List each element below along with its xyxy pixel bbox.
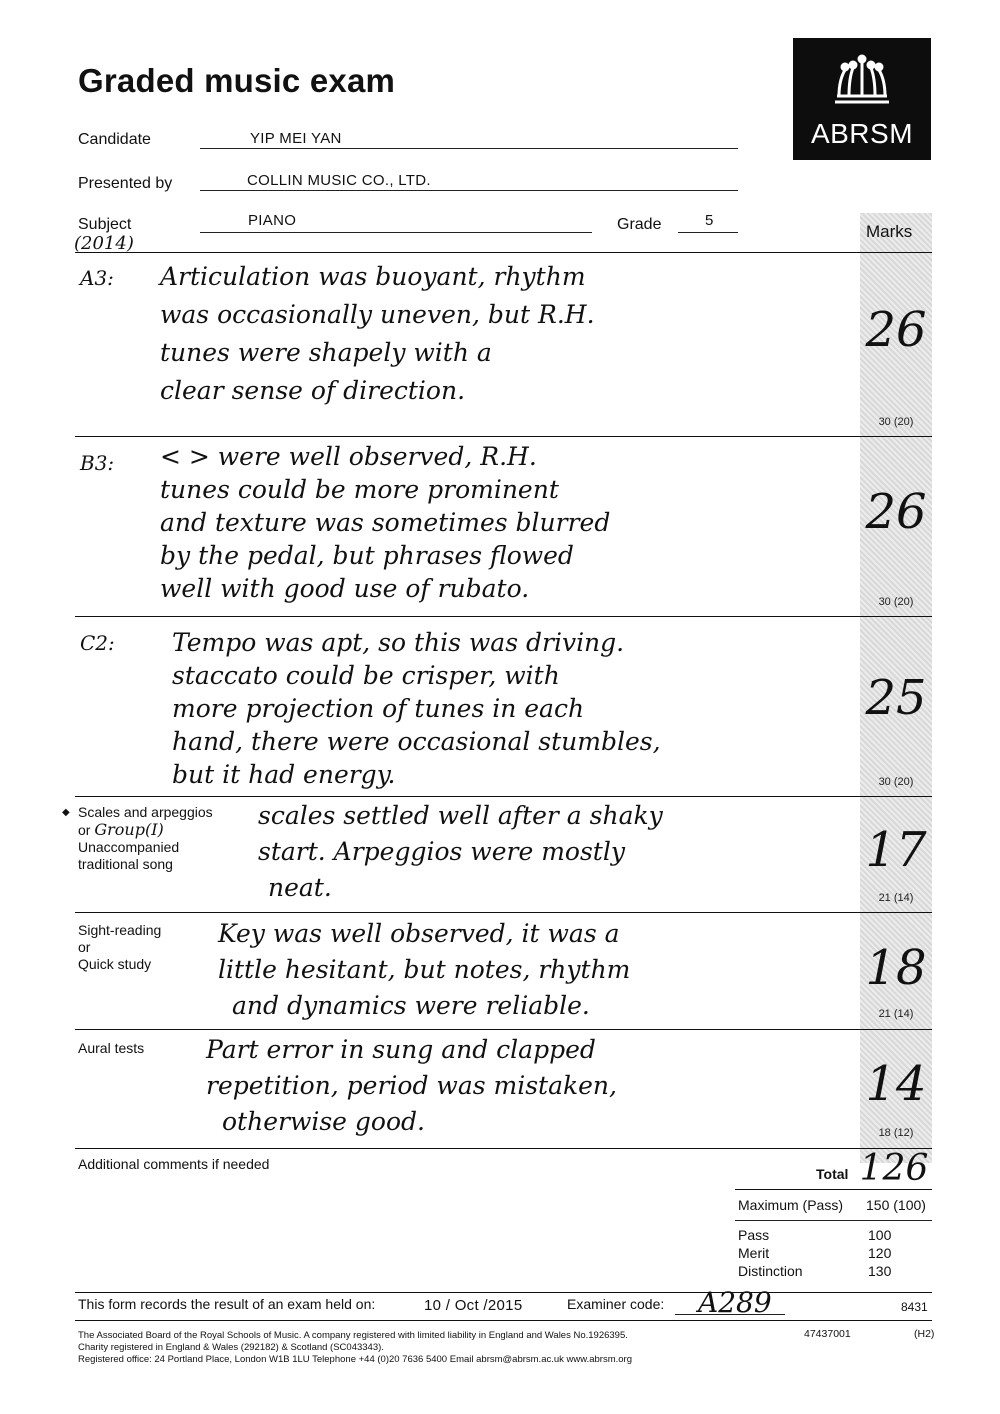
candidate-label: Candidate: [78, 131, 151, 148]
section-max: 30 (20): [878, 776, 914, 788]
subject-label: Subject: [78, 216, 132, 233]
section-mark: 17: [865, 822, 927, 878]
section-divider: [75, 436, 932, 437]
grade-bands-values: 100 120 130: [868, 1227, 892, 1279]
examiner-comment: Tempo was apt, so this was driving. staccato could be crisper, with more projection of tunes in each hand, there were occasional stumbles, but it had energy.: [172, 628, 661, 789]
section-max: 21 (14): [878, 1008, 914, 1020]
section-divider: [75, 252, 932, 253]
footer-divider: [75, 1292, 932, 1293]
record-label: This form records the result of an exam held on:: [78, 1296, 376, 1312]
section-divider: [75, 796, 932, 797]
section-max: 30 (20): [878, 416, 914, 428]
section-mark: 26: [865, 302, 927, 358]
total-value: 126: [859, 1148, 929, 1189]
grade-line: [678, 232, 738, 233]
footer-divider: [75, 1320, 932, 1321]
piece-label: C2:: [80, 631, 115, 655]
section-mark: 25: [865, 670, 927, 726]
section-divider: [75, 616, 932, 617]
section-mark: 18: [865, 940, 927, 996]
examiner-comment: Part error in sung and clapped repetition, period was mistaken, otherwise good.: [206, 1035, 617, 1136]
sight-reading-label: Sight-reading or Quick study: [78, 922, 162, 972]
subject-line: [200, 232, 592, 233]
logo-text: ABRSM: [810, 118, 914, 149]
maximum-value: 150 (100): [866, 1197, 926, 1213]
maximum-label: Maximum (Pass): [738, 1197, 844, 1213]
page-title: Graded music exam: [78, 62, 396, 99]
additional-comments-label: Additional comments if needed: [78, 1156, 270, 1172]
maximum-divider: [735, 1220, 932, 1221]
form-number: 8431: [901, 1300, 928, 1314]
candidate-value: YIP MEI YAN: [250, 130, 342, 147]
grade-bands-labels: Pass Merit Distinction: [738, 1227, 803, 1279]
examiner-code: A289: [698, 1286, 772, 1319]
bullet-icon: ◆: [62, 807, 70, 818]
section-max: 30 (20): [878, 596, 914, 608]
total-divider: [735, 1189, 932, 1190]
section-divider: [75, 1029, 932, 1030]
form-variant: (H2): [914, 1328, 935, 1340]
section-mark: 14: [865, 1056, 927, 1112]
exam-date: 10 / Oct /2015: [424, 1297, 523, 1314]
section-max: 18 (12): [878, 1127, 914, 1139]
subject-value: PIANO: [248, 212, 297, 229]
section-divider: [75, 1148, 932, 1149]
grade-value: 5: [705, 212, 714, 229]
presented-line: [200, 190, 738, 191]
piece-label: A3:: [80, 266, 114, 290]
crown-icon: [793, 38, 931, 118]
subject-note: (2014): [74, 233, 134, 254]
total-label: Total: [816, 1166, 849, 1182]
examiner-comment: < > were well observed, R.H. tunes could be more prominent and texture was sometimes blurred by the pedal, but phrases flowed well with good use of rubato.: [160, 442, 611, 603]
section-max: 21 (14): [878, 892, 914, 904]
piece-label: B3:: [80, 451, 115, 475]
examiner-comment: scales settled well after a shaky start. Arpeggios were mostly neat.: [258, 801, 663, 902]
presented-label: Presented by: [78, 175, 173, 192]
examiner-comment: Key was well observed, it was a little hesitant, but notes, rhythm and dynamics were reliable.: [218, 919, 631, 1020]
group-note: Group(I): [94, 820, 164, 839]
abrsm-logo: [793, 38, 931, 160]
presented-value: COLLIN MUSIC CO., LTD.: [247, 172, 431, 189]
grade-label: Grade: [617, 216, 662, 233]
examiner-label: Examiner code:: [567, 1296, 665, 1312]
scales-label: Scales and arpeggios or Group(I) Unaccompanied traditional song: [78, 804, 213, 872]
aural-label: Aural tests: [78, 1040, 145, 1056]
legal-text: The Associated Board of the Royal Schools of Music. A company registered with limited liability in England and Wales No.1926395. Charity registered in England & Wales (292182) & Scotland (SC043343). Registered office: 24 Portland Place, London W1B 1LU Telephone +44 (0)20 7636 5400 Email abrsm@abrsm.ac.uk www.abrsm.org: [78, 1330, 633, 1365]
code-number: 47437001: [804, 1328, 851, 1340]
examiner-comment: Articulation was buoyant, rhythm was occasionally uneven, but R.H. tunes were shapely with a clear sense of direction.: [160, 262, 595, 405]
marks-header: Marks: [866, 222, 913, 241]
section-mark: 26: [865, 484, 927, 540]
candidate-line: [200, 148, 738, 149]
section-divider: [75, 912, 932, 913]
